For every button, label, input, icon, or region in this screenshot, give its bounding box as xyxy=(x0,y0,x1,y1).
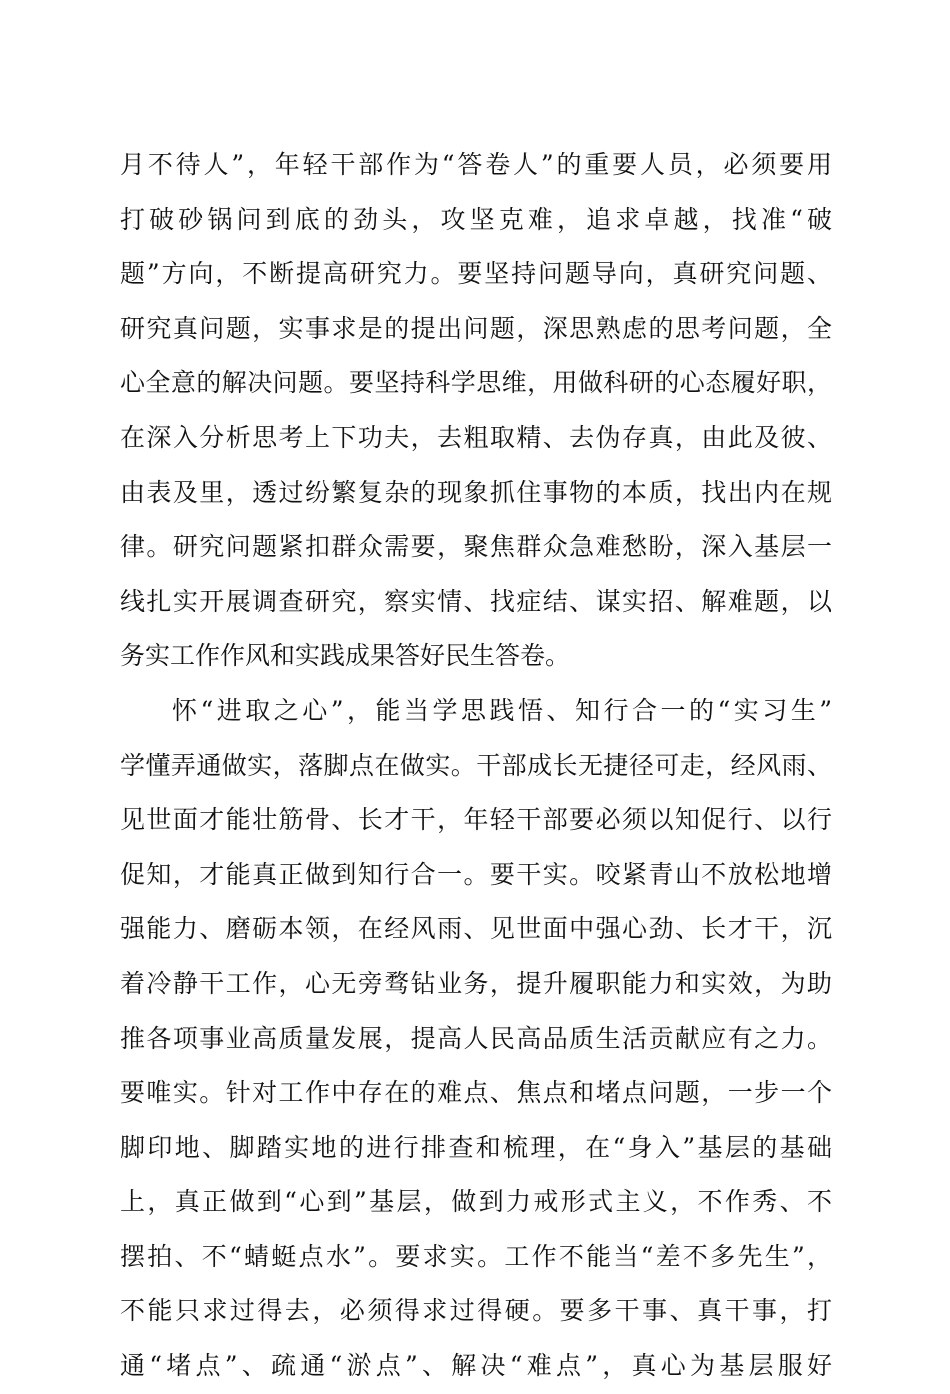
paragraph-line: 题”方向，不断提高研究力。要坚持问题导向，真研究问题、 xyxy=(120,259,832,289)
paragraph-line: 促知，才能真正做到知行合一。要干实。咬紧青山不放松地增 xyxy=(120,859,832,889)
paragraph-line: 通“堵点”、疏通“淤点”、解决“难点”，真心为基层服好 xyxy=(120,1351,832,1381)
paragraph-line: 务实工作作风和实践成果答好民生答卷。 xyxy=(120,641,571,671)
paragraph-line: 打破砂锅问到底的劲头，攻坚克难，追求卓越，找准“破 xyxy=(120,204,832,234)
paragraph-line: 由表及里，透过纷繁复杂的现象抓住事物的本质，找出内在规 xyxy=(120,477,832,507)
paragraph-line: 研究真问题，实事求是的提出问题，深思熟虑的思考问题，全 xyxy=(120,313,832,343)
paragraph-line: 着冷静干工作，心无旁骛钻业务，提升履职能力和实效，为助 xyxy=(120,968,832,998)
paragraph-line: 强能力、磨砺本领，在经风雨、见世面中强心劲、长才干，沉 xyxy=(120,914,832,944)
paragraph-1 xyxy=(120,138,832,684)
paragraph-line: 要唯实。针对工作中存在的难点、焦点和堵点问题，一步一个 xyxy=(120,1078,832,1108)
paragraph-heading-line: 怀“进取之心”，能当学思践悟、知行合一的“实习生” xyxy=(172,695,832,725)
body-text xyxy=(120,138,832,1394)
paragraph-line: 律。研究问题紧扣群众需要，聚焦群众急难愁盼，深入基层一 xyxy=(120,532,832,562)
paragraph-line: 上，真正做到“心到”基层，做到力戒形式主义，不作秀、不 xyxy=(120,1187,832,1217)
paragraph-line: 在深入分析思考上下功夫，去粗取精、去伪存真，由此及彼、 xyxy=(120,422,832,452)
paragraph-line: 学懂弄通做实，落脚点在做实。干部成长无捷径可走，经风雨、 xyxy=(120,750,832,780)
paragraph-2 xyxy=(120,684,832,1394)
paragraph-line: 见世面才能壮筋骨、长才干，年轻干部要必须以知促行、以行 xyxy=(120,805,832,835)
paragraph-line: 脚印地、脚踏实地的进行排查和梳理，在“身入”基层的基础 xyxy=(120,1132,832,1162)
paragraph-line: 心全意的解决问题。要坚持科学思维，用做科研的心态履好职， xyxy=(120,368,832,398)
paragraph-line: 线扎实开展调查研究，察实情、找症结、谋实招、解难题，以 xyxy=(120,586,832,616)
paragraph-line: 摆拍、不“蜻蜓点水”。要求实。工作不能当“差不多先生”， xyxy=(120,1241,832,1271)
paragraph-line: 不能只求过得去，必须得求过得硬。要多干事、真干事，打 xyxy=(120,1296,832,1326)
paragraph-line: 月不待人”，年轻干部作为“答卷人”的重要人员，必须要用 xyxy=(120,150,832,179)
paragraph-line: 推各项事业高质量发展，提高人民高品质生活贡献应有之力。 xyxy=(120,1023,832,1053)
